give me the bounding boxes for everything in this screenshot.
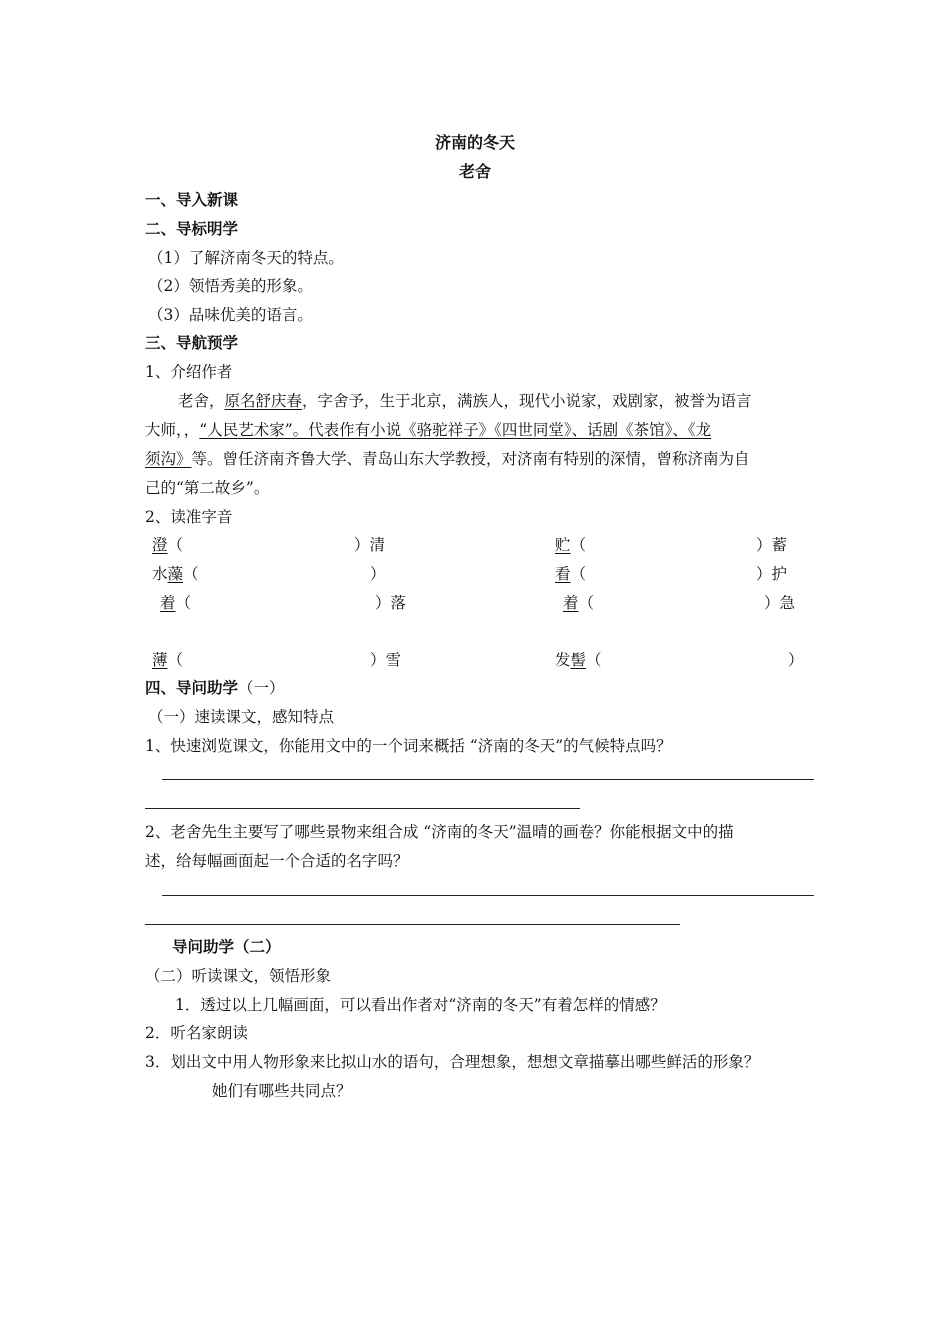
goal-item: （2）领悟秀美的形象。 — [148, 277, 313, 295]
pinyin-item: 澄（ — [152, 536, 184, 554]
section-heading-5: 导问助学（二） — [172, 938, 281, 956]
pinyin-item: 薄（ — [152, 651, 184, 669]
question-listening-3-cont: 她们有哪些共同点？ — [212, 1082, 352, 1100]
pinyin-item: 发髻（ — [555, 651, 602, 669]
question-1: 1、快速浏览课文，你能用文中的一个词来概括 “济南的冬天”的气候特点吗？ — [145, 737, 672, 755]
answer-line — [162, 779, 814, 780]
paragraph-line-4: 己的“第二故乡”。 — [145, 479, 270, 497]
paragraph-line-2: 大师，，“人民艺术家”。代表作有小说《骆驼祥子》《四世同堂》、话剧《茶馆》、《龙 — [145, 421, 712, 439]
pinyin-item: 着（ — [563, 594, 595, 612]
page-title: 济南的冬天 — [434, 133, 515, 152]
section-heading-4: 四、导问助学（一） — [145, 679, 285, 697]
subheading-pronunciation: 2、读准字音 — [145, 508, 233, 526]
question-2-line-2: 述，给每幅画面起一个合适的名字吗？ — [145, 852, 409, 870]
pinyin-item-suffix: ）急 — [764, 594, 796, 612]
author-name: 老舍 — [458, 162, 491, 181]
pinyin-item: 水藻（ — [152, 565, 199, 583]
pinyin-item-suffix: ） — [370, 565, 386, 583]
subheading-listening: （二）听读课文，领悟形象 — [145, 967, 332, 985]
paragraph-line-3: 须沟》等。曾任济南齐鲁大学、青岛山东大学教授，对济南有特别的深情，曾称济南为自 — [145, 450, 750, 468]
pinyin-item-suffix: ）护 — [756, 565, 788, 583]
section-heading-2: 二、导标明学 — [145, 220, 239, 238]
goal-item: （3）品味优美的语言。 — [148, 306, 313, 324]
question-listening-3: 3．划出文中用人物形象来比拟山水的语句，合理想象，想想文章描摹出哪些鲜活的形象？ — [145, 1053, 760, 1071]
pinyin-item: 贮（ — [555, 536, 587, 554]
answer-line — [145, 924, 680, 925]
section-heading-1: 一、导入新课 — [145, 191, 239, 209]
pinyin-item-suffix: ）清 — [354, 536, 386, 554]
subheading-author-intro: 1、介绍作者 — [145, 363, 233, 381]
goal-item: （1）了解济南冬天的特点。 — [148, 249, 344, 267]
pinyin-item-suffix: ）雪 — [370, 651, 402, 669]
subheading-speed-reading: （一）速读课文，感知特点 — [148, 708, 335, 726]
question-listening-1: 1．透过以上几幅画面，可以看出作者对“济南的冬天”有着怎样的情感？ — [175, 996, 666, 1014]
pinyin-item-suffix: ）落 — [375, 594, 407, 612]
pinyin-item-suffix: ） — [788, 651, 804, 669]
question-listening-2: 2．听名家朗读 — [145, 1024, 248, 1042]
pinyin-item: 着（ — [160, 594, 192, 612]
answer-line — [145, 808, 580, 809]
original-name: 原名舒庆春 — [224, 392, 303, 410]
honorary-title: “人民艺术家”。代表作有小说 — [199, 421, 402, 439]
question-2-line-1: 2、老舍先生主要写了哪些景物来组合成 “济南的冬天”温晴的画卷？你能根据文中的描 — [145, 823, 734, 841]
pinyin-item: 看（ — [555, 565, 587, 583]
paragraph-line-1: 老舍，原名舒庆春，字舍予，生于北京，满族人，现代小说家，戏剧家，被誉为语言 — [178, 392, 752, 410]
pinyin-item-suffix: ）蓄 — [756, 536, 788, 554]
works-list: 《骆驼祥子》《四世同堂》、话剧《茶馆》、《龙 — [401, 421, 712, 439]
answer-line — [162, 895, 814, 896]
works-list-end: 须沟》 — [145, 450, 192, 468]
section-heading-3: 三、导航预学 — [145, 334, 239, 352]
